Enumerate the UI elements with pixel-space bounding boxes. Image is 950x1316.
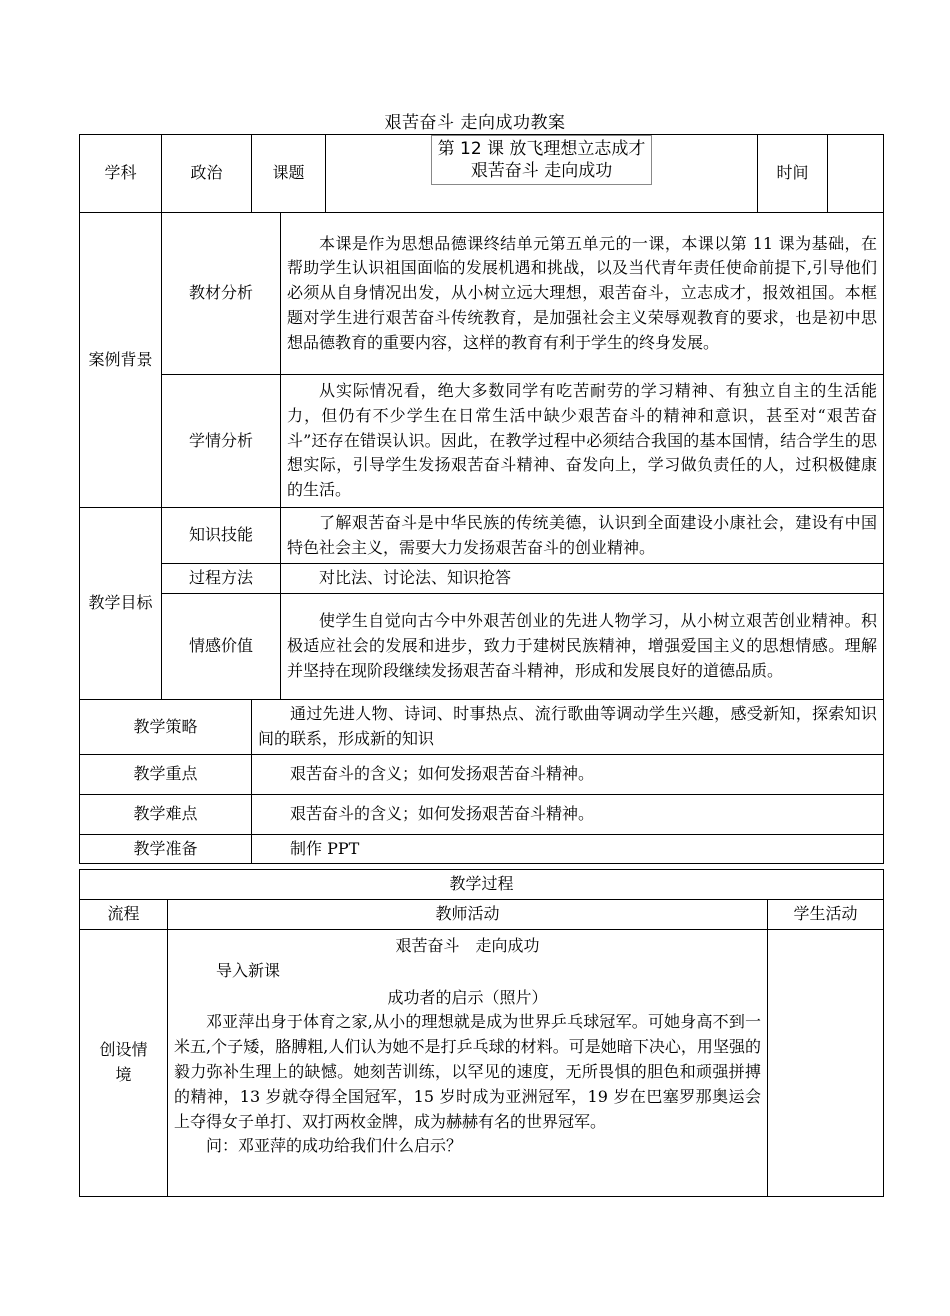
activity-intro: 导入新课 [216, 960, 281, 980]
key-points-row [80, 755, 884, 795]
flow-situation: 创设情境 [80, 930, 168, 1197]
activity-subheading: 成功者的启示（照片） [387, 987, 548, 1007]
student-analysis-text: 从实际情况看，绝大多数同学有吃苦耐劳的学习精神、有独立自主的生活能力，但仍有不少学生在日常生活中缺少艰苦奋斗的精神和意识，甚至对“艰苦奋斗”还存在错误认识。因此，在教学过程中必须结合我国的基本国情，结合学生的思想实际，引导学生发扬艰苦奋斗精神、奋发向上，学习做负责任的人，过积极健康的生活。 [281, 375, 884, 508]
preparation-row [80, 835, 884, 864]
teacher-activity-cell [168, 930, 768, 1197]
activity-heading: 艰苦奋斗 走向成功 [395, 936, 540, 955]
strategy-row [80, 700, 884, 755]
key-points-label: 教学重点 [80, 755, 252, 795]
lesson-plan-table [79, 134, 884, 864]
subject-value: 政治 [162, 135, 252, 213]
process-method-text: 对比法、讨论法、知识抢答 [281, 564, 884, 594]
process-title: 教学过程 [80, 870, 884, 900]
knowledge-row [80, 508, 884, 564]
textbook-analysis-text: 本课是作为思想品德课终结单元第五单元的一课，本课以第 11 课为基础，在帮助学生认识祖国面临的发展机遇和挑战，以及当代青年责任使命前提下,引导他们必须从自身情况出发，从小树立远大理想，艰苦奋斗，立志成才，报效祖国。本框题对学生进行艰苦奋斗传统教育，是加强社会主义荣辱观教育的要求，也是初中思想品德教育的重要内容，这样的教育有利于学生的终身发展。 [281, 213, 884, 375]
topic-line-2: 艰苦奋斗 走向成功 [470, 161, 613, 182]
topic-line-1: 第 12 课 放飞理想立志成才 [437, 139, 646, 159]
teaching-goals-label: 教学目标 [80, 508, 162, 700]
col-student-header: 学生活动 [768, 900, 884, 930]
col-teacher-header: 教师活动 [168, 900, 768, 930]
student-activity-cell [768, 930, 884, 1197]
col-flow-header: 流程 [80, 900, 168, 930]
time-value [828, 135, 884, 213]
process-method-label: 过程方法 [162, 564, 281, 594]
strategy-label: 教学策略 [80, 700, 252, 755]
document-title: 艰苦奋斗 走向成功教案 [384, 113, 566, 133]
process-method-row [80, 564, 884, 594]
teaching-process-table [79, 869, 884, 1197]
activity-question: 问：邓亚萍的成功给我们什么启示？ [206, 1136, 463, 1156]
strategy-text: 通过先进人物、诗词、时事热点、流行歌曲等调动学生兴趣，感受新知，探索知识间的联系，形成新的知识 [252, 700, 884, 755]
time-label: 时间 [758, 135, 828, 213]
preparation-label: 教学准备 [80, 835, 252, 864]
activity-story: 邓亚萍出身于体育之家,从小的理想就是成为世界乒乓球冠军。可她身高不到一米五,个子矮，胳膊粗,人们认为她不是打乒乓球的材料。可是她暗下决心，用坚强的毅力弥补生理上的缺憾。她刻苦训练，以罕见的速度，无所畏惧的胆色和顽强拼搏的精神，13 岁就夺得全国冠军，15 岁时成为亚洲冠军，19 岁在巴塞罗那奥运会上夺得女子单打、双打两枚金牌，成为赫赫有名的世界冠军。 [174, 1012, 761, 1131]
difficulties-text: 艰苦奋斗的含义；如何发扬艰苦奋斗精神。 [252, 795, 884, 835]
process-row-situation [80, 930, 884, 1197]
knowledge-label: 知识技能 [162, 508, 281, 564]
key-points-text: 艰苦奋斗的含义；如何发扬艰苦奋斗精神。 [252, 755, 884, 795]
textbook-analysis-label: 教材分析 [162, 213, 281, 375]
process-header-row [80, 900, 884, 930]
difficulties-label: 教学难点 [80, 795, 252, 835]
process-title-row [80, 870, 884, 900]
header-row [80, 135, 884, 213]
topic-title-box [431, 135, 653, 185]
case-background-label: 案例背景 [80, 213, 162, 508]
emotion-value-text: 使学生自觉向古今中外艰苦创业的先进人物学习，从小树立艰苦创业精神。积极适应社会的发展和进步，致力于建树民族精神，增强爱国主义的思想情感。理解并坚持在现阶段继续发扬艰苦奋斗精神，形成和发展良好的道德品质。 [281, 594, 884, 700]
student-analysis-row [80, 375, 884, 508]
difficulties-row [80, 795, 884, 835]
textbook-analysis-row [80, 213, 884, 375]
student-analysis-label: 学情分析 [162, 375, 281, 508]
emotion-value-label: 情感价值 [162, 594, 281, 700]
topic-label: 课题 [252, 135, 326, 213]
subject-label: 学科 [80, 135, 162, 213]
topic-cell [326, 135, 758, 213]
knowledge-text: 了解艰苦奋斗是中华民族的传统美德，认识到全面建设小康社会，建设有中国特色社会主义，需要大力发扬艰苦奋斗的创业精神。 [281, 508, 884, 564]
emotion-value-row [80, 594, 884, 700]
preparation-text: 制作 PPT [252, 835, 884, 864]
